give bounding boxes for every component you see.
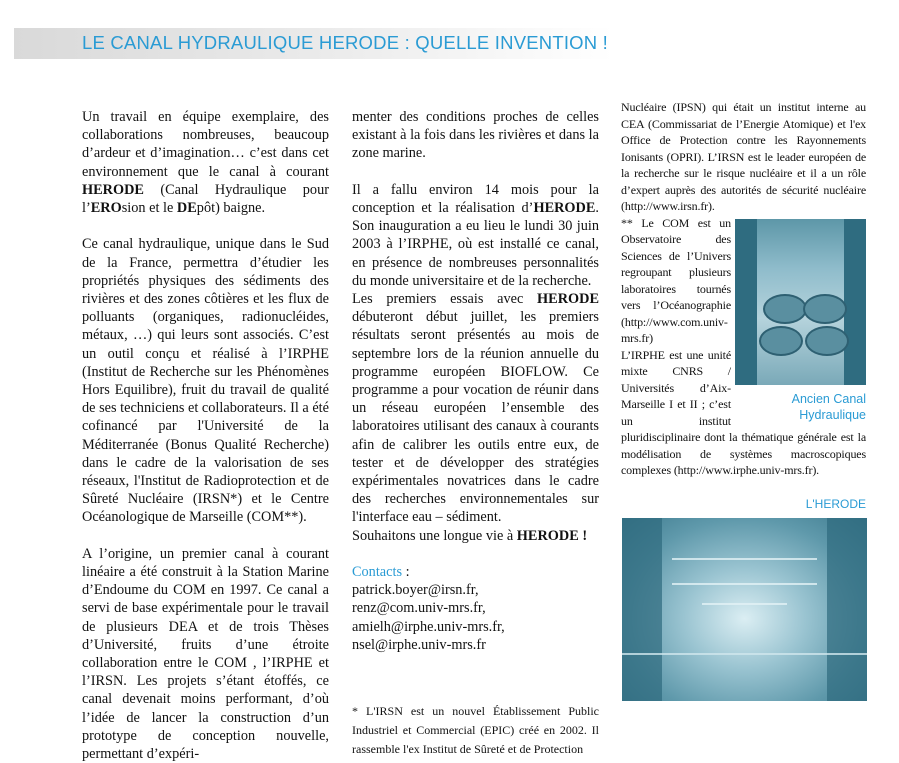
paragraph-irphe: L’IRPHE est une unité mixte CNRS / Universités d’Aix-Marseille I et II ; c’est un institut pluridisciplinaire dont la thématique générale est la modélisation de systèmes macroscopiques complexes (http://www.irphe.univ-mrs.fr). (621, 347, 866, 477)
contacts-heading: Contacts : (352, 564, 410, 581)
paragraph-origin: A l’origine, un premier canal à courant linéaire a été construit à la Station Marine d’Endoume du COM en 1997. Ce canal a servi de base expérimentale pour le travail de plusieurs DEA et de trois Thèses d’Université, fruits d’une étroite collaboration entre le COM , l’IRPHE et l’IRSN. Les projets s’étant étoffés, ce canal devenait moins performant, d’où l’idée de lancer la construction d’un prototype de conception nouvelle, permettant d’expéri- (82, 545, 329, 763)
footnote-irsn: * L'IRSN est un nouvel Établissement Public Industriel et Commercial (EPIC) créé en 2002. Il rassemble l'ex Institut de Sûreté et de Protection (352, 704, 599, 757)
paragraph-canal: Ce canal hydraulique, unique dans le Sud de la France, permettra d’étudier les propriétés physiques des sédiments des rivières et des zones côtières et les flux de polluants (organiques, radionucléides, métaux, …) qui leurs sont associés. C’est un outil conçu et réalisé à l’IRPHE (Institut de Recherche sur les Phénomènes Hors Equilibre), fruit du travail de qualité de ses techniciens et collaborateurs. Il a été cofinancé par l'Université de la Méditerranée (Bonus Qualité Recherche) dans le cadre de la valorisation de ses réseaux, l'Institut de Radioprotection et de Sûreté Nucléaire (IRSN*) et le Centre Océanologique de Marseille (COM**). (82, 236, 329, 526)
footnote-com: ** Le COM est un Observatoire des Sciences de l’Univers regroupant plusieurs laboratoires tournés vers l’Océanographie (http://www.com.univ-mrs.fr) (621, 215, 731, 345)
contact-email[interactable]: amielh@irphe.univ-mrs.fr, (352, 618, 505, 635)
caption-ancien-canal: Ancien Canal Hydraulique (791, 391, 866, 422)
paragraph-intro: Un travail en équipe exemplaire, des collaborations nombreuses, beaucoup d’ardeur et d’imagination… c’est dans cet environnement que le canal à courant HERODE (Canal Hydraulique pour l’EROsion et le DEpôt) baigne. (82, 109, 329, 217)
contact-email[interactable]: renz@com.univ-mrs.fr, (352, 600, 486, 617)
column-3 (621, 99, 866, 479)
column-1 (82, 108, 329, 763)
paragraph-essais: Les premiers essais avec HERODE débuteront début juillet, les premiers résultats seront présentés au mois de septembre lors de la réunion annuelle du programme européen BIOFLOW. Ce programme a pour vocation de réunir dans un réseau européen l’ensemble des laboratoires utilisant des canaux à courants afin de calibrer les outils entre eux, de tester et de développer des stratégies expérimentales novatrices dans le cadre des recherches environnementales sur l'interface eau – sédiment. (352, 291, 599, 526)
paragraph-irsn-continued: Nucléaire (IPSN) qui était un institut interne au CEA (Commissariat de l’Energie Atomique) et l'ex Office de Protection contre les Rayonnements Ionisants (OPRI). L’IRSN est le leader européen de la recherche sur le risque nucléaire et il a un rôle d’expert auprès des autorités de sécurité nucléaire (http://www.irsn.fr). (621, 100, 866, 213)
title-banner (14, 28, 614, 59)
photo-ancien-canal (735, 219, 866, 385)
paragraph-inauguration: Il a fallu environ 14 mois pour la conception et la réalisation d’HERODE. Son inauguration a eu lieu le lundi 30 juin 2003 à l’IRPHE, où est installé ce canal, en présence de nombreuses personnalités du monde universitaire et de la recherche. (352, 181, 599, 289)
photo-herode (622, 518, 867, 701)
contact-email[interactable]: patrick.boyer@irsn.fr, (352, 582, 479, 599)
column-2 (352, 108, 599, 759)
contact-email[interactable]: nsel@irphe.univ-mrs.fr (352, 636, 486, 653)
page-title: LE CANAL HYDRAULIQUE HERODE : QUELLE INVENTION ! (82, 32, 609, 53)
paragraph-wish: Souhaitons une longue vie à HERODE ! (352, 527, 588, 544)
paragraph-continuation: menter des conditions proches de celles existant à la fois dans les rivières et dans la zone marine. (352, 109, 599, 162)
figure-ancien-canal (735, 219, 866, 423)
caption-herode: L'HERODE (805, 497, 866, 511)
